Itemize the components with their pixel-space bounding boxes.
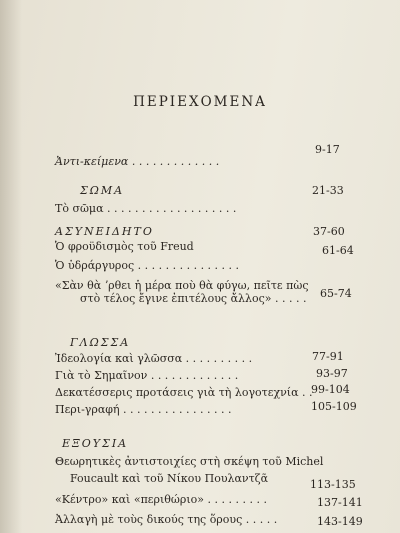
toc-entry: Foucault καὶ τοῦ Νίκου Πουλαντζᾶ: [70, 472, 269, 485]
toc-entry: Ὁ ὑδράργυρος . . . . . . . . . . . . . . .: [55, 259, 240, 272]
page-shadow: [0, 0, 22, 533]
toc-pages: 77-91: [312, 350, 344, 363]
toc-entry: Τὸ σῶμα . . . . . . . . . . . . . . . . . . .: [55, 202, 237, 215]
toc-pages: 99-104: [311, 383, 350, 396]
toc-pages: 65-74: [320, 287, 352, 300]
toc-entry: «Κέντρο» καὶ «περιθώριο» . . . . . . . . .: [55, 493, 267, 506]
toc-pages-intro: 9-17: [315, 143, 340, 156]
toc-entry: Γιὰ τὸ Σημαῖνον . . . . . . . . . . . . .: [55, 369, 239, 382]
toc-pages: 93-97: [316, 367, 348, 380]
section-pages-soma: 21-33: [312, 184, 344, 197]
toc-entry: Δεκατέσσερις προτάσεις γιὰ τὴ λογοτεχνία . .: [55, 386, 313, 399]
toc-pages: 105-109: [311, 400, 357, 413]
section-heading-soma: ΣΩΜΑ: [80, 184, 125, 197]
toc-entry: Ὁ φροϋδισμὸς τοῦ Freud: [55, 240, 194, 253]
toc-entry: «Σὰν θὰ ʼρθει ἡ μέρα ποὺ θὰ φύγω, πεῖτε πὼς: [55, 279, 309, 292]
toc-pages: 61-64: [322, 244, 354, 257]
section-heading-glossa: ΓΛΩΣΣΑ: [70, 336, 131, 349]
toc-pages: 113-135: [310, 478, 356, 491]
section-heading-exousia: ΕΞΟΥΣΙΑ: [62, 437, 129, 450]
section-pages-asyneidito: 37-60: [313, 225, 345, 238]
toc-pages: 137-141: [317, 496, 363, 509]
toc-entry-intro: Ἀντι-κείμενα . . . . . . . . . . . . .: [55, 155, 220, 168]
toc-entry: στὸ τέλος ἔγινε ἐπιτέλους ἄλλος» . . . . .: [80, 292, 307, 305]
toc-entry: Περι-γραφή . . . . . . . . . . . . . . . .: [55, 403, 232, 416]
toc-pages: 143-149: [317, 515, 363, 528]
toc-entry: Ἰδεολογία καὶ γλῶσσα . . . . . . . . . .: [55, 352, 253, 365]
page-title: ΠΕΡΙΕΧΟΜΕΝΑ: [133, 94, 267, 110]
section-heading-asyneidito: ΑΣΥΝΕΙΔΗΤΟ: [55, 225, 154, 238]
toc-entry: Θεωρητικὲς ἀντιστοιχίες στὴ σκέψη τοῦ Michel: [55, 455, 324, 468]
toc-entry: Ἀλλαγὴ μὲ τοὺς δικούς της ὅρους . . . . .: [55, 513, 278, 526]
